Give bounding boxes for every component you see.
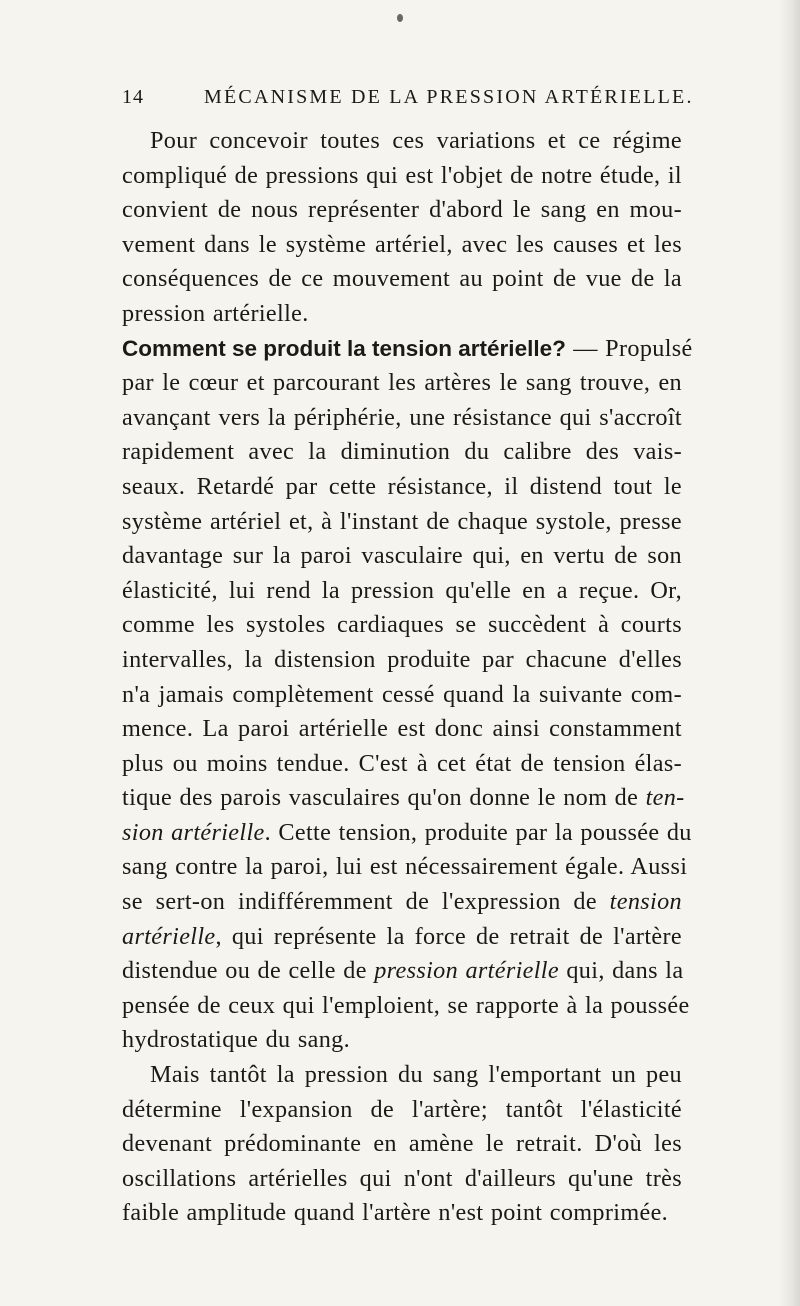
text-line: pensée de ceux qui l'emploient, se rapporte à la poussée (122, 991, 690, 1019)
text-line (122, 332, 693, 367)
text-line: avançant vers la périphérie, une résistance qui s'accroît (122, 403, 682, 431)
text-run: distendue ou de celle de (122, 957, 375, 985)
text-line (122, 816, 692, 851)
text-line: mence. La paroi artérielle est donc ainsi constamment (122, 715, 682, 743)
text-line (122, 885, 682, 920)
text-line (122, 954, 682, 989)
text-line: Mais tantôt la pression du sang l'emportant un peu (150, 1061, 682, 1089)
text-line: oscillations artérielles qui n'ont d'ailleurs qu'une très (122, 1164, 682, 1192)
text-run: . Cette tension, produite par la poussée du (264, 818, 692, 846)
page-edge-shadow (778, 0, 800, 1306)
text-line: devenant prédominante en amène le retrait. D'où les (122, 1130, 682, 1158)
text-line: Pour concevoir toutes ces variations et ce régime (150, 127, 682, 154)
italic-term: sion artérielle (122, 818, 265, 846)
body-text (122, 124, 693, 1231)
text-line: plus ou moins tendue. C'est à cet état de tension élas- (122, 749, 682, 777)
text-line: davantage sur la paroi vasculaire qui, en vertu de son (122, 542, 682, 570)
text-run: se sert-on indifféremment de l'expression de (122, 888, 610, 916)
page-header (122, 86, 694, 116)
text-line: pression artérielle. (122, 299, 309, 327)
section-heading: Comment se produit la tension artérielle? (122, 335, 566, 361)
text-line: détermine l'expansion de l'artère; tantôt l'élasticité (122, 1095, 682, 1123)
text-run: — Propulsé (565, 334, 693, 362)
text-run: qui, dans la (558, 957, 684, 985)
text-line: par le cœur et parcourant les artères le sang trouve, en (122, 369, 682, 397)
text-line: vement dans le système artériel, avec les causes et les (122, 230, 682, 258)
text-line: compliqué de pressions qui est l'objet de notre étude, il (122, 161, 682, 189)
italic-term: artérielle (122, 922, 216, 950)
text-line: sang contre la paroi, lui est nécessairement égale. Aussi (122, 853, 688, 881)
italic-term: pression artérielle (374, 957, 559, 985)
running-head: MÉCANISME DE LA PRESSION ARTÉRIELLE. (204, 86, 694, 108)
text-line (122, 781, 685, 816)
text-line: n'a jamais complètement cessé quand la suivante com- (122, 680, 682, 708)
text-run: tique des parois vasculaires qu'on donne le nom de (122, 784, 646, 812)
text-line (122, 920, 682, 955)
page-number: 14 (122, 86, 144, 108)
text-line: système artériel et, à l'instant de chaque systole, presse (122, 507, 682, 535)
text-line: hydrostatique du sang. (122, 1026, 351, 1054)
text-line: faible amplitude quand l'artère n'est point comprimée. (122, 1199, 669, 1227)
text-line: élasticité, lui rend la pression qu'elle en a reçue. Or, (122, 576, 682, 604)
scan-mark (397, 14, 403, 22)
text-run: , qui représente la force de retrait de l'artère (215, 922, 682, 950)
text-line: conséquences de ce mouvement au point de vue de la (122, 265, 682, 293)
text-line: comme les systoles cardiaques se succèdent à courts (122, 611, 682, 639)
text-line: intervalles, la distension produite par chacune d'elles (122, 645, 682, 673)
text-line: seaux. Retardé par cette résistance, il distend tout le (122, 472, 682, 500)
text-line: convient de nous représenter d'abord le sang en mou- (122, 196, 682, 224)
italic-term: tension (609, 888, 682, 916)
italic-term: ten- (645, 784, 685, 812)
text-line: rapidement avec la diminution du calibre des vais- (122, 438, 682, 466)
